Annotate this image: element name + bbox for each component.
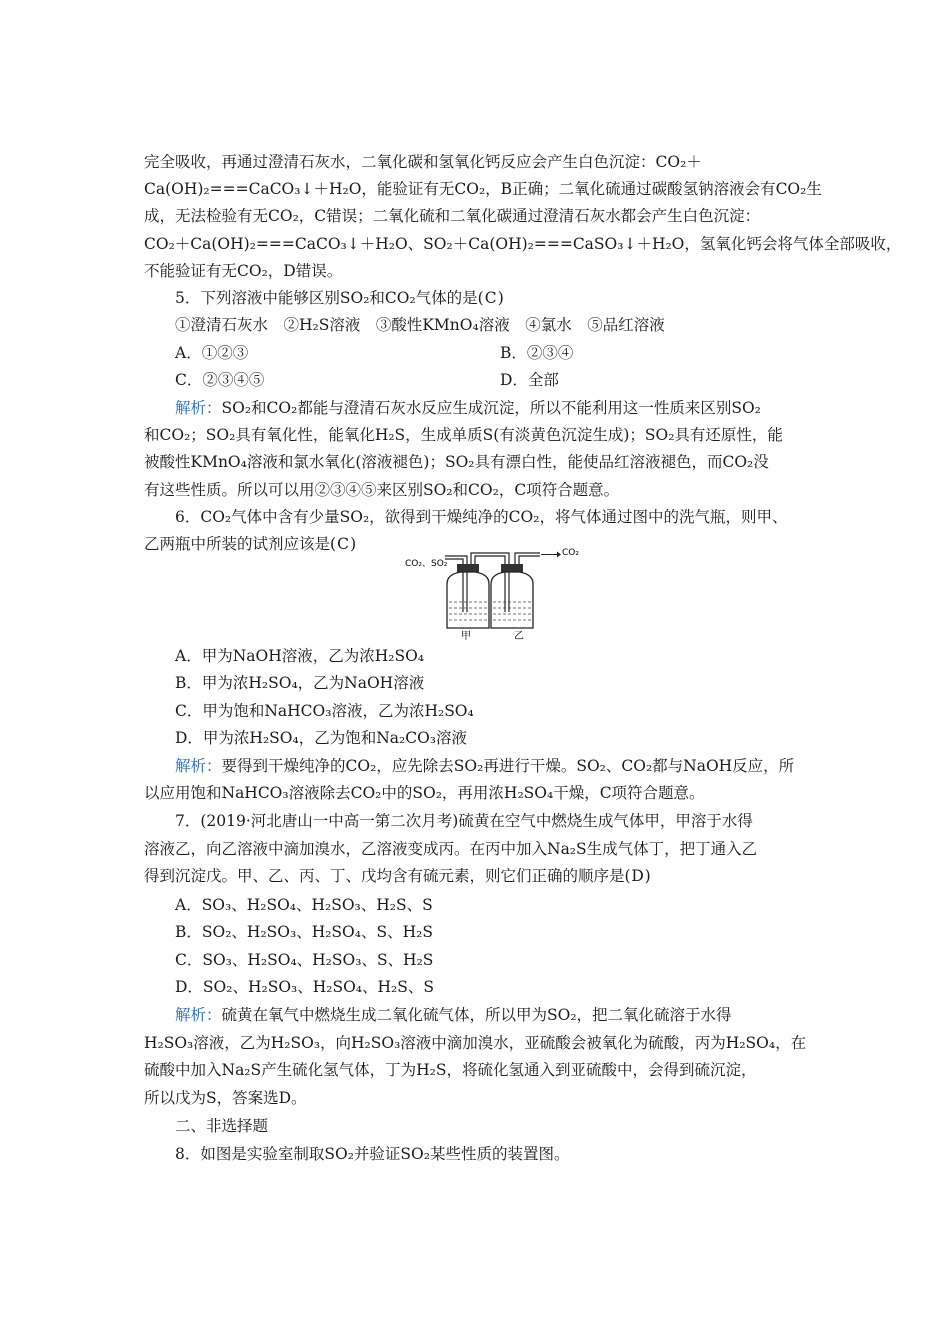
question-6-stem: 6．CO₂气体中含有少量SO₂，欲得到干燥纯净的CO₂，将气体通过图中的洗气瓶，则甲、 [175,508,788,526]
text-line: 成，无法检验有无CO₂，C错误；二氧化硫和二氧化碳通过澄清石灰水都会产生白色沉淀： [144,207,761,225]
option-c: C．②③④⑤ [175,371,265,389]
explanation-line: 被酸性KMnO₄溶液和氯水氧化(溶液褪色)；SO₂具有漂白性，能使品红溶液褪色，而CO₂没 [144,453,769,471]
option-c: C．甲为饱和NaHCO₃溶液，乙为浓H₂SO₄ [175,702,474,720]
bottle-label-yi: 乙 [514,631,524,640]
section-heading: 二、非选择题 [175,1117,269,1135]
option-d: D．全部 [500,371,559,389]
answer: C [337,535,349,553]
explanation-line: 以应用饱和NaHCO₃溶液除去CO₂中的SO₂，再用浓H₂SO₄干燥，C项符合题意。 [144,784,705,802]
question-7-stem: 7．(2019·河北唐山一中高一第二次月考)硫黄在空气中燃烧生成气体甲，甲溶于水得 [175,812,753,830]
connecting-tube [471,553,509,612]
arrow-icon [557,552,561,558]
explanation-line: H₂SO₃溶液，乙为H₂SO₃，向H₂SO₃溶液中滴加溴水，亚硫酸会被氧化为硫酸，丙为H₂SO₄，在 [144,1034,807,1052]
option-d: D．SO₂、H₂SO₃、H₂SO₄、H₂S、S [175,978,434,996]
bottle-yi [491,572,533,628]
question-7-stem: 得到沉淀戊。甲、乙、丙、丁、戊均含有硫元素，则它们正确的顺序是(D) [144,863,651,889]
question-5-stem: 5．下列溶液中能够区别SO₂和CO₂气体的是(C) [175,285,504,311]
question-8-stem: 8．如图是实验室制取SO₂并验证SO₂某些性质的装置图。 [175,1145,570,1163]
stopper [457,564,479,572]
text-line: 完全吸收，再通过澄清石灰水，二氧化碳和氢氧化钙反应会产生白色沉淀：CO₂＋ [144,153,702,171]
question-5-items: ①澄清石灰水 ②H₂S溶液 ③酸性KMnO₄溶液 ④氯水 ⑤品红溶液 [175,316,665,334]
explanation-label: 解析： [175,399,222,417]
option-d: D．甲为浓H₂SO₄，乙为饱和Na₂CO₃溶液 [175,729,467,747]
inlet-label: CO₂、SO₂ [405,559,448,569]
question-6-stem: 乙两瓶中所装的试剂应该是(C) [144,531,356,557]
gas-washing-bottles-figure [405,540,585,640]
answer: D [631,867,644,885]
stopper [501,564,523,572]
explanation: 解析：硫黄在氧气中燃烧生成二氧化硫气体，所以甲为SO₂，把二氧化硫溶于水得 [175,1006,732,1024]
explanation-line: 所以戊为S，答案选D。 [144,1089,307,1107]
bottle-label-jia: 甲 [461,631,471,640]
outlet-label: CO₂ [562,548,579,558]
explanation-line: 和CO₂；SO₂具有氧化性，能氧化H₂S，生成单质S(有淡黄色沉淀生成)；SO₂具有还原性，能 [144,426,783,444]
explanation: 解析：要得到干燥纯净的CO₂，应先除去SO₂再进行干燥。SO₂、CO₂都与NaOH反应，所 [175,757,795,775]
text-line: Ca(OH)₂===CaCO₃↓＋H₂O，能验证有无CO₂，B正确；二氧化硫通过碳酸氢钠溶液会有CO₂生 [144,180,822,198]
option-a: A．甲为NaOH溶液，乙为浓H₂SO₄ [175,647,424,665]
text-line: 不能验证有无CO₂，D错误。 [144,262,343,280]
text-line: CO₂＋Ca(OH)₂===CaCO₃↓＋H₂O、SO₂＋Ca(OH)₂===CaSO₃↓＋H₂O，氢氧化钙会将气体全部吸收， [144,235,902,253]
option-b: B．甲为浓H₂SO₄，乙为NaOH溶液 [175,674,425,692]
option-b: B．②③④ [500,344,574,362]
option-a: A．SO₃、H₂SO₄、H₂SO₃、H₂S、S [175,896,433,914]
question-7-stem: 溶液乙，向乙溶液中滴加溴水，乙溶液变成丙。在丙中加入Na₂S生成气体丁，把丁通入乙 [144,840,758,858]
explanation-line: 有这些性质。所以可以用②③④⑤来区别SO₂和CO₂，C项符合题意。 [144,481,620,499]
explanation: 解析：SO₂和CO₂都能与澄清石灰水反应生成沉淀，所以不能利用这一性质来区别SO₂ [175,399,761,417]
option-b: B．SO₂、H₂SO₃、H₂SO₄、S、H₂S [175,923,433,941]
option-a: A．①②③ [175,344,249,362]
explanation-label: 解析： [175,1006,222,1024]
answer: C [484,289,497,307]
explanation-label: 解析： [175,757,222,775]
bottle-jia [447,572,489,628]
option-c: C．SO₃、H₂SO₄、H₂SO₃、S、H₂S [175,951,434,969]
explanation-line: 硫酸中加入Na₂S产生硫化氢气体，丁为H₂S，将硫化氢通入到亚硫酸中，会得到硫沉淀， [144,1061,757,1079]
